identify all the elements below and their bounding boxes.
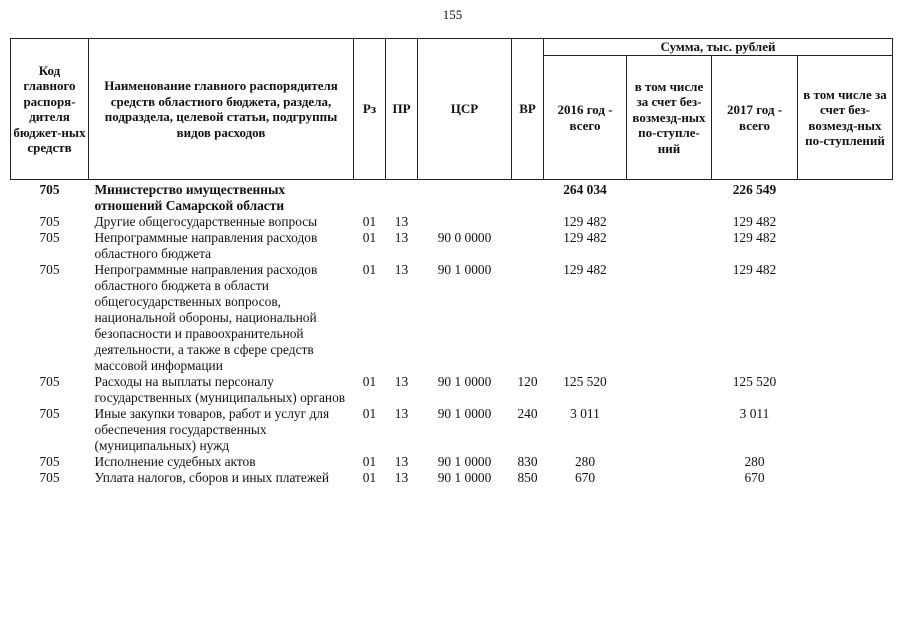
budget-table (10, 38, 893, 486)
cell-2016-total: 670 (574, 470, 596, 485)
header-rz: Рз (354, 39, 386, 180)
table-row (11, 374, 893, 406)
cell-pr: 13 (394, 454, 409, 469)
cell-2017-free (798, 470, 893, 486)
cell-pr: 13 (394, 214, 409, 229)
cell-2017-free (798, 230, 893, 262)
table-row (11, 230, 893, 262)
cell-csr (418, 214, 512, 230)
cell-2016-free (627, 214, 712, 230)
cell-2017-total: 129 482 (732, 214, 777, 229)
cell-code: 705 (39, 230, 60, 245)
cell-2017-free (798, 374, 893, 406)
cell-rz: 01 (362, 262, 377, 277)
cell-code: 705 (39, 454, 60, 469)
cell-2017-total: 3 011 (739, 406, 770, 421)
cell-vr (512, 262, 544, 374)
cell-csr: 90 1 0000 (437, 374, 492, 389)
cell-2017-free (798, 454, 893, 470)
cell-2017-free (798, 214, 893, 230)
cell-csr: 90 0 0000 (437, 230, 492, 245)
cell-2016-total: 280 (574, 454, 596, 469)
cell-2016-total: 264 034 (563, 182, 607, 197)
header-2016-total: 2016 год - всего (544, 56, 627, 180)
cell-name: Исполнение судебных актов (94, 454, 256, 469)
table-body (11, 180, 893, 487)
cell-code: 705 (39, 262, 60, 277)
cell-name: Уплата налогов, сборов и иных платежей (94, 470, 330, 485)
cell-vr: 850 (517, 470, 538, 485)
table-row (11, 406, 893, 454)
cell-2016-total: 3 011 (570, 406, 600, 421)
cell-2016-total: 129 482 (563, 262, 607, 277)
table-row (11, 214, 893, 230)
cell-pr: 13 (394, 470, 409, 485)
cell-vr (512, 180, 544, 215)
cell-rz: 01 (362, 230, 377, 245)
cell-rz: 01 (362, 406, 377, 421)
cell-code: 705 (39, 406, 60, 421)
cell-name: Иные закупки товаров, работ и услуг для обеспечения государственных (муниципальных) нужд (94, 406, 330, 453)
cell-csr: 90 1 0000 (437, 470, 492, 485)
cell-2017-free (798, 180, 893, 215)
cell-csr (418, 180, 512, 215)
cell-vr (512, 214, 544, 230)
header-2017-free: в том числе за счет без-возмезд-ных по-ступлений (798, 56, 893, 180)
cell-2016-free (627, 470, 712, 486)
cell-2016-free (627, 180, 712, 215)
cell-name: Расходы на выплаты персоналу государственных (муниципальных) органов (94, 374, 346, 405)
cell-pr: 13 (394, 230, 409, 245)
cell-2016-free (627, 454, 712, 470)
cell-2016-free (627, 262, 712, 374)
header-pr: ПР (386, 39, 418, 180)
cell-code: 705 (39, 214, 60, 229)
table-row (11, 180, 893, 215)
cell-csr: 90 1 0000 (437, 454, 492, 469)
cell-code: 705 (39, 182, 60, 197)
cell-pr: 13 (394, 406, 409, 421)
cell-csr: 90 1 0000 (437, 406, 492, 421)
cell-2016-free (627, 374, 712, 406)
page-number: 155 (442, 7, 463, 22)
cell-name: Другие общегосударственные вопросы (94, 214, 318, 229)
table-row (11, 262, 893, 374)
cell-2017-total: 670 (744, 470, 765, 485)
cell-name: Непрограммные направления расходов областного бюджета (94, 230, 318, 261)
header-sum-title: Сумма, тыс. рублей (544, 39, 893, 56)
cell-vr: 120 (517, 374, 538, 389)
cell-name: Непрограммные направления расходов областного бюджета в области общегосударственных вопросов, национальной обороны, национальной безопасности и правоохранительной деятельности, а также в сфере средств массовой информации (94, 262, 318, 373)
cell-vr: 830 (517, 454, 538, 469)
cell-vr (512, 230, 544, 262)
cell-vr: 240 (517, 406, 538, 421)
cell-2016-total: 129 482 (563, 214, 607, 229)
cell-name: Министерство имущественных отношений Самарской области (94, 182, 286, 213)
header-2016-free: в том числе за счет без-возмезд-ных по-ступле-ний (627, 56, 712, 180)
cell-rz: 01 (362, 454, 377, 469)
cell-rz: 01 (362, 470, 377, 485)
cell-2017-total: 280 (744, 454, 765, 469)
cell-2016-total: 125 520 (563, 374, 607, 389)
cell-2017-free (798, 406, 893, 454)
cell-rz (354, 180, 386, 215)
header-csr: ЦСР (418, 39, 512, 180)
cell-code: 705 (39, 374, 60, 389)
table-row (11, 454, 893, 470)
cell-rz: 01 (362, 214, 377, 229)
cell-2017-total: 129 482 (732, 230, 777, 245)
cell-2016-free (627, 406, 712, 454)
cell-2016-free (627, 230, 712, 262)
cell-2016-total: 129 482 (563, 230, 607, 245)
cell-pr: 13 (394, 374, 409, 389)
cell-code: 705 (39, 470, 60, 485)
table-header (11, 39, 893, 180)
cell-rz: 01 (362, 374, 377, 389)
table-row (11, 470, 893, 486)
cell-pr (386, 180, 418, 215)
cell-2017-total: 129 482 (732, 262, 777, 277)
cell-2017-free (798, 262, 893, 374)
header-2017-total: 2017 год - всего (712, 56, 798, 180)
header-vr: ВР (512, 39, 544, 180)
cell-2017-total: 226 549 (732, 182, 777, 197)
header-name: Наименование главного распорядителя средств областного бюджета, раздела, подраздела, целевой статьи, подгруппы видов расходов (89, 39, 354, 180)
cell-csr: 90 1 0000 (437, 262, 492, 277)
header-code: Код главного распоря-дителя бюджет-ных средств (11, 39, 89, 180)
cell-pr: 13 (394, 262, 409, 277)
cell-2017-total: 125 520 (732, 374, 777, 389)
